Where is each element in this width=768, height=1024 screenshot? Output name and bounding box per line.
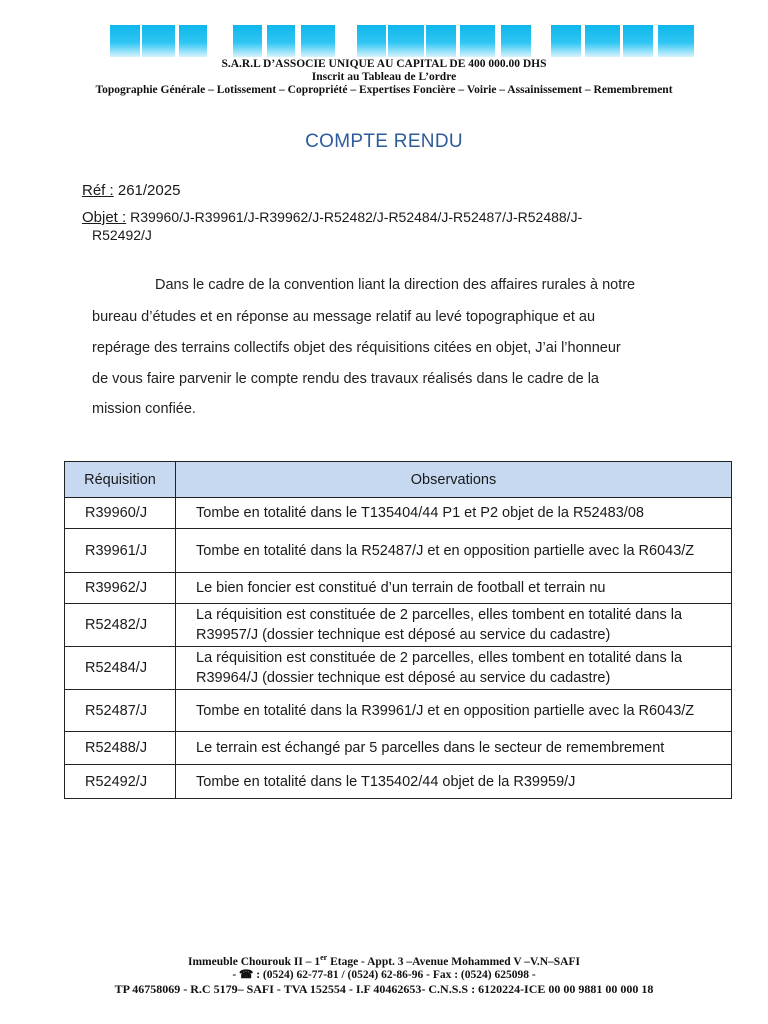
- reference: [82, 182, 180, 199]
- reference-value: 261/2025: [117, 182, 181, 199]
- table-row: [65, 604, 732, 647]
- cell-observation: Tombe en totalité dans le T135404/44 P1 et P2 objet de la R52483/08: [176, 498, 732, 529]
- table-row: [65, 647, 732, 690]
- cell-observation: La réquisition est constituée de 2 parcelles, elles tombent en totalité dans la R39957/J (dossier technique est déposé au service du cadastre): [176, 604, 732, 647]
- footer-address: [0, 953, 768, 968]
- cell-observation: Tombe en totalité dans la R52487/J et en opposition partielle avec la R6043/Z: [176, 529, 732, 573]
- footer-contact: - ☎ : (0524) 62-77-81 / (0524) 62-86-96 - Fax : (0524) 625098 -: [232, 969, 536, 981]
- cell-requisition: R39960/J: [65, 498, 176, 529]
- paragraph-line-1: Dans le cadre de la convention liant la direction des affaires rurales à notre: [155, 277, 636, 293]
- objet-value-line2: R52492/J: [92, 227, 152, 243]
- table-header-row: [65, 462, 732, 498]
- reference-label: Réf :: [82, 182, 114, 199]
- table-row: [65, 529, 732, 573]
- column-header-requisition: Réquisition: [65, 462, 176, 498]
- observations-table: [64, 461, 732, 799]
- cell-requisition: R39962/J: [65, 573, 176, 604]
- cell-requisition: R52487/J: [65, 690, 176, 732]
- table-row: [65, 573, 732, 604]
- header-ordre: Inscrit au Tableau de L’ordre: [311, 71, 457, 83]
- header-capital: S.A.R.L D’ASSOCIE UNIQUE AU CAPITAL DE 400 000.00 DHS: [221, 58, 547, 70]
- table-row: [65, 732, 732, 765]
- column-header-observations: Observations: [176, 462, 732, 498]
- paragraph-line-2: bureau d’études et en réponse au message relatif au levé topographique et au: [92, 309, 596, 325]
- table-row: [65, 690, 732, 732]
- footer-address-sup: er: [320, 953, 328, 962]
- paragraph-line-4: de vous faire parvenir le compte rendu des travaux réalisés dans le cadre de la: [92, 371, 599, 387]
- cell-requisition: R39961/J: [65, 529, 176, 573]
- table-row: [65, 765, 732, 799]
- cell-observation: Tombe en totalité dans le T135402/44 objet de la R39959/J: [176, 765, 732, 799]
- paragraph-line-3: repérage des terrains collectifs objet des réquisitions citées en objet, J’ai l’honneur: [92, 340, 621, 356]
- footer-address-part2: Etage - Appt. 3 –Avenue Mohammed V –V.N–SAFI: [327, 955, 580, 968]
- objet-value-line1: R39960/J-R39961/J-R39962/J-R52482/J-R52484/J-R52487/J-R52488/J-: [130, 209, 583, 225]
- objet: [82, 207, 682, 228]
- paragraph-line-5: mission confiée.: [92, 401, 196, 417]
- cell-requisition: R52492/J: [65, 765, 176, 799]
- footer-registration: TP 46758069 - R.C 5179– SAFI - TVA 152554 - I.F 40462653- C.N.S.S : 6120224-ICE 00 00 9881 00 000 18: [114, 982, 654, 996]
- cell-observation: La réquisition est constituée de 2 parcelles, elles tombent en totalité dans la R39964/J (dossier technique est déposé au service du cadastre): [176, 647, 732, 690]
- cell-requisition: R52488/J: [65, 732, 176, 765]
- cell-requisition: R52482/J: [65, 604, 176, 647]
- company-logo: [110, 25, 695, 57]
- document-title: COMPTE RENDU: [305, 131, 463, 152]
- table-row: [65, 498, 732, 529]
- cell-observation: Le terrain est échangé par 5 parcelles dans le secteur de remembrement: [176, 732, 732, 765]
- objet-label: Objet :: [82, 209, 127, 226]
- header-services: Topographie Générale – Lotissement – Copropriété – Expertises Foncière – Voirie – Assainissement – Remembrement: [95, 84, 673, 96]
- cell-observation: Tombe en totalité dans la R39961/J et en opposition partielle avec la R6043/Z: [176, 690, 732, 732]
- cell-requisition: R52484/J: [65, 647, 176, 690]
- footer-address-part1: Immeuble Chourouk II – 1: [188, 955, 321, 968]
- cell-observation: Le bien foncier est constitué d’un terrain de football et terrain nu: [176, 573, 732, 604]
